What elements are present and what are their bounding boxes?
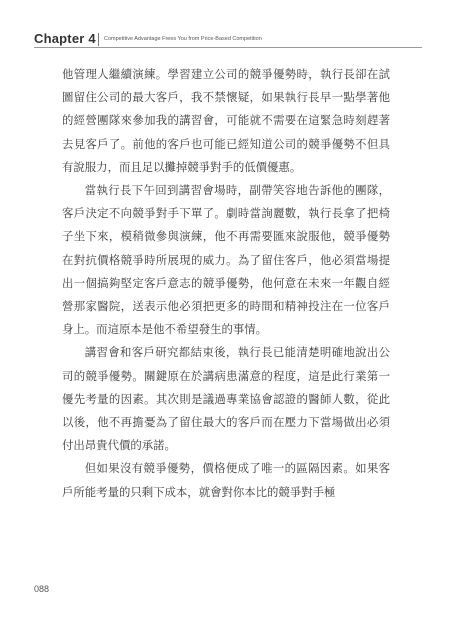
header-divider: [98, 33, 99, 46]
paragraph-3: 講習會和客戶研究都結束後，執行長已能清楚明確地說出公司的競爭優勢。關鍵原在於講病患滿意的程度，這是此行業第一優先考量的因素。其次則是議過專業協會認證的醫師人數，從此以後，他不再擔憂為了留住最大的客戶而在壓力下當場做出必須付出昂貴代價的承諾。: [62, 345, 390, 453]
header-rule: [34, 47, 422, 48]
chapter-subtitle: Competitive Advantage Frees You from Price-Based Competition: [104, 36, 262, 42]
running-header: [34, 32, 424, 48]
page-number: 088: [34, 584, 50, 594]
body-text: [62, 63, 390, 504]
paragraph-4: 但如果沒有競爭優勢，價格便成了唯一的區隔因素。如果客戶所能考量的只剩下成本，就會對你本比的競爭對手極: [62, 461, 390, 499]
paragraph-1: 他管理人繼續演練。學習建立公司的競爭優勢時，執行長卻在試圖留住公司的最大客戶，我不禁懷疑，如果執行長早一點學著他的經營團隊來參加我的講習會，可能就不需要在這緊急時刻趕著去見客戶了。前他的客戶也可能已經知道公司的競爭優勢不但具有說服力，而且足以攤掉競爭對手的低價優惠。: [62, 67, 390, 174]
paragraph-2: 當執行長下午回到講習會場時，副帶笑容地告訴他的團隊，客戶決定不向競爭對手下單了。劇時當詢麗數，執行長拿了把椅子坐下來，模稍微參與演練，他不再需要匯來說服他，競爭優勢在對抗價格競爭時所展現的威力。為了留住客戶，他必須當場提出一個搞夠堅定客戶意志的競爭優勢，他何意在未來一年觀自經營那家醫院，送表示他必須把更多的時間和精神投注在一位客戶身上。而這原本是他不希望發生的事情。: [62, 183, 390, 337]
chapter-label: Chapter 4: [34, 31, 96, 46]
